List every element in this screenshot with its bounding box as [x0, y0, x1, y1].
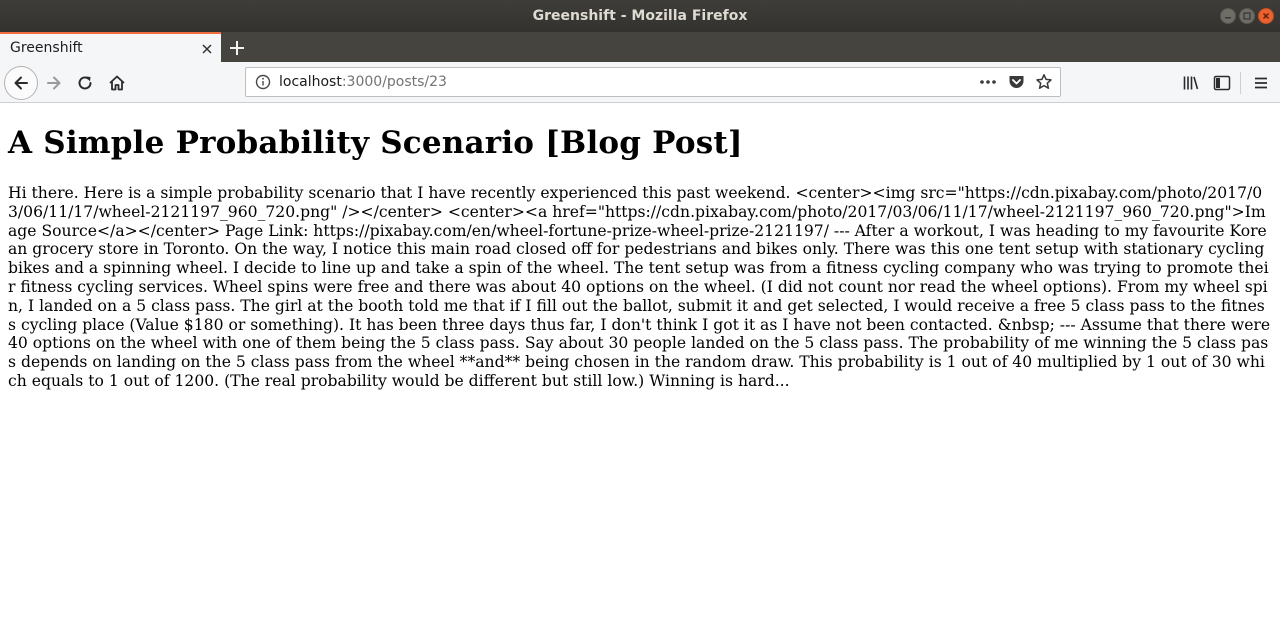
tab-greenshift[interactable] — [0, 32, 221, 62]
page-actions-button[interactable] — [978, 73, 998, 91]
back-button[interactable] — [4, 66, 38, 100]
plus-icon — [229, 40, 245, 56]
window-controls — [1220, 8, 1274, 24]
sidebar-icon — [1213, 74, 1231, 92]
home-button[interactable] — [107, 73, 127, 93]
url-path: :3000/posts/23 — [341, 74, 447, 90]
tab-title: Greenshift — [10, 40, 83, 56]
more-icon — [979, 79, 997, 85]
open-menu-button[interactable] — [1251, 73, 1271, 93]
library-icon — [1182, 74, 1200, 92]
tab-close-button[interactable] — [201, 39, 213, 59]
tab-strip — [0, 32, 1280, 62]
url-actions — [978, 73, 1054, 91]
forward-arrow-icon — [45, 74, 63, 92]
home-icon — [108, 74, 126, 92]
maximize-icon — [1243, 12, 1251, 20]
sidebar-button[interactable] — [1212, 73, 1232, 93]
info-icon — [255, 74, 271, 90]
reload-button[interactable] — [75, 73, 95, 93]
back-arrow-icon — [12, 74, 30, 92]
post-body: Hi there. Here is a simple probability scenario that I have recently experienced this past weekend. <center><img src="https://cdn.pixabay.com/photo/2017/03/06/11/17/wheel-2121197_960_720.png" /></center> <center><a href="https://cdn.pixabay.com/photo/2017/03/06/11/17/wheel-2121197_960_720.png">Image Source</a></center> Page Link: https://pixabay.com/en/wheel-fortune-prize-wheel-prize-2121197/ --- After a workout, I was heading to my favourite Korean grocery store in Toronto. On the way, I notice this main road closed off for pedestrians and bikes only. There was this one tent setup with stationary cycling bikes and a spinning wheel. I decide to line up and take a spin of the wheel. The tent setup was from a fitness cycling company who was trying to promote their fitness cycling services. Wheel spins were free and there was about 40 options on the wheel. (I did not count nor read the wheel options). From my wheel spin, I landed on a 5 class pass. The girl at the booth told me that if I fill out the ballot, submit it and get selected, I would receive a free 5 class pass to the fitness cycling place (Value $180 or something). It has been three days thus far, I don't think I got it as I have not been contacted. &nbsp; --- Assume that there were 40 options on the wheel with one of them being the 5 class pass. Say about 30 people landed on the 5 class pass. The probability of me winning the 5 class pass depends on landing on the 5 class pass from the wheel **and** being chosen in the random draw. This probability is 1 out of 40 multiplied by 1 out of 30 which equals to 1 out of 1200. (The real probability would be different but still low.) Winning is hard... — [8, 184, 1271, 390]
bookmark-button[interactable] — [1034, 73, 1054, 91]
post-title: A Simple Probability Scenario [Blog Post] — [8, 125, 743, 161]
pocket-button[interactable] — [1006, 73, 1026, 91]
url-text[interactable] — [279, 74, 447, 90]
toolbar-separator — [1240, 72, 1241, 94]
minimize-icon — [1224, 12, 1232, 20]
close-window-button[interactable] — [1258, 8, 1274, 24]
pocket-icon — [1008, 74, 1025, 90]
close-icon — [1262, 12, 1270, 20]
minimize-button[interactable] — [1220, 8, 1236, 24]
page-content — [0, 103, 1280, 632]
library-button[interactable] — [1181, 73, 1201, 93]
maximize-button[interactable] — [1239, 8, 1255, 24]
forward-button[interactable] — [44, 73, 64, 93]
navigation-toolbar — [0, 62, 1280, 103]
window-titlebar — [0, 0, 1280, 32]
close-icon — [201, 43, 213, 55]
site-info-button[interactable] — [255, 74, 271, 90]
url-host: localhost — [279, 74, 342, 90]
new-tab-button[interactable] — [229, 34, 245, 62]
hamburger-menu-icon — [1252, 74, 1270, 92]
window-title: Greenshift - Mozilla Firefox — [532, 8, 748, 24]
star-icon — [1035, 73, 1053, 91]
reload-icon — [76, 74, 94, 92]
url-bar[interactable] — [245, 67, 1061, 97]
